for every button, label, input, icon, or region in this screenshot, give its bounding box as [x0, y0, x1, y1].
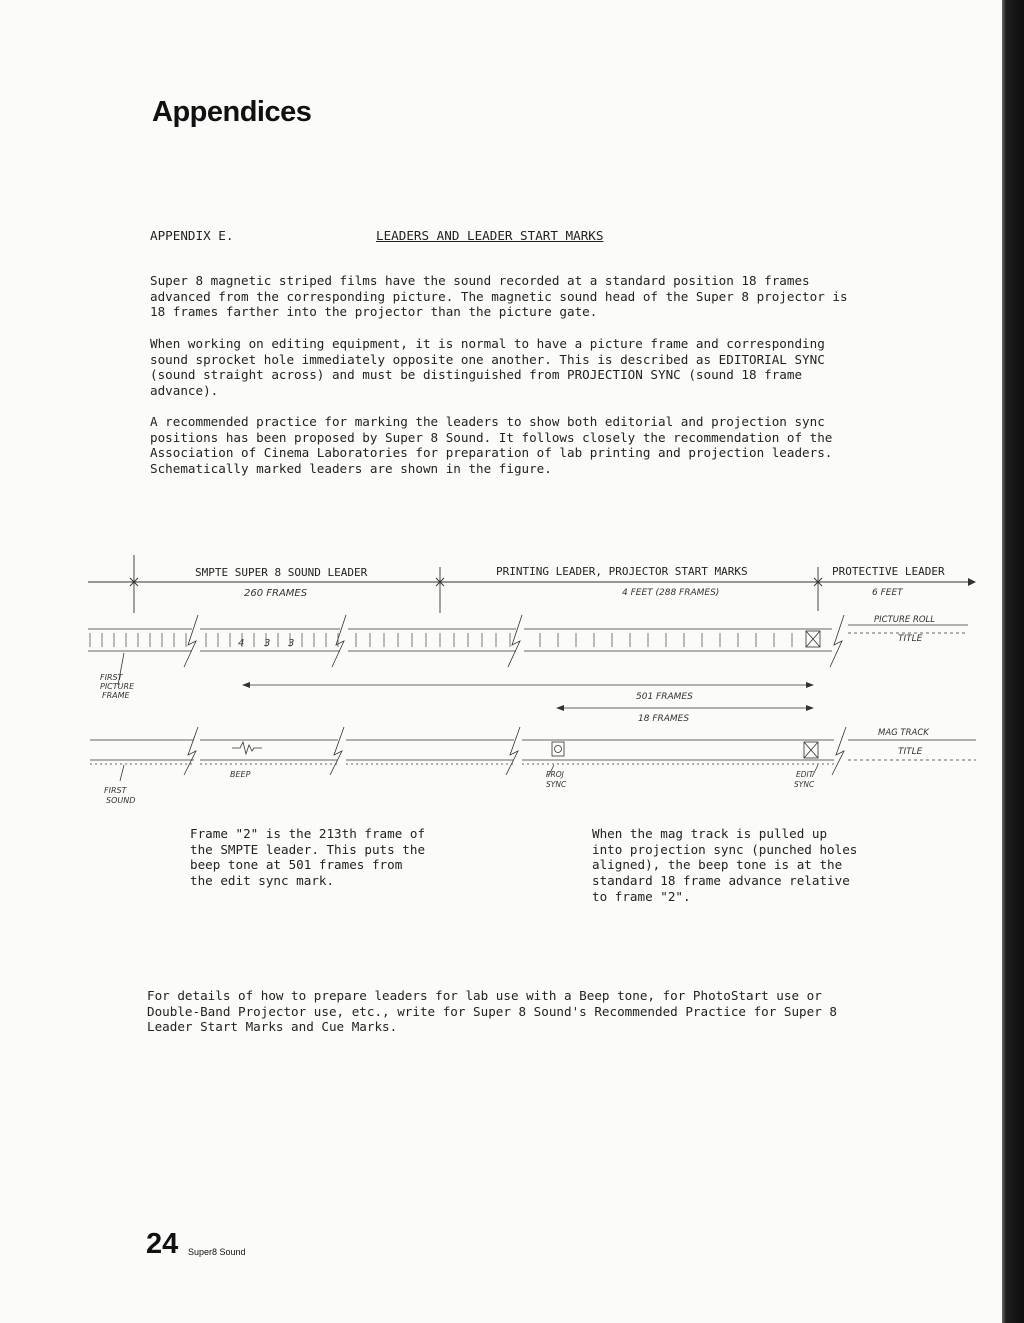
- paragraph-3: A recommended practice for marking the leaders to show both editorial and projection sync positions has been proposed by Super 8 Sound. It follows closely the recommendation of the Association of Cinema Laboratories for preparation of lab printing and projection leaders. Schematically marked leaders are shown in the figure.: [150, 414, 833, 477]
- page-number: 24: [146, 1228, 179, 1260]
- note-right: When the mag track is pulled up into projection sync (punched holes aligned), the beep tone is at the standard 18 frame advance relative to frame "2".: [592, 826, 858, 904]
- first-picture-frame-label-3: FRAME: [102, 691, 130, 700]
- first-sound-label-2: SOUND: [106, 796, 136, 805]
- page-edge-shadow: [1002, 0, 1024, 1323]
- length-260-frames: 260 FRAMES: [244, 588, 308, 599]
- paragraph-2: When working on editing equipment, it is normal to have a picture frame and corresponding sound sprocket hole immediately opposite one another. This is described as EDITORIAL SYNC (sound straight across) and must be distinguished from PROJECTION SYNC (sound 18 frame advance).: [150, 336, 825, 399]
- edit-sync-label-2: SYNC: [794, 780, 815, 789]
- picture-film-strip: [88, 615, 968, 685]
- smpte-leader-label: SMPTE SUPER 8 SOUND LEADER: [195, 566, 368, 579]
- mag-track-label: MAG TRACK: [878, 728, 929, 738]
- mag-title-label: TITLE: [898, 747, 923, 757]
- first-picture-frame-label-2: PICTURE: [100, 682, 135, 691]
- proj-sync-label-1: PROJ: [546, 770, 564, 779]
- printing-leader-label: PRINTING LEADER, PROJECTOR START MARKS: [496, 565, 748, 578]
- page-heading: Appendices: [152, 96, 312, 128]
- countdown-frame-3a: 3: [264, 638, 271, 649]
- picture-roll-label: PICTURE ROLL: [874, 615, 936, 625]
- span-501-frames: 501 FRAMES: [636, 692, 693, 702]
- length-6-feet: 6 FEET: [872, 588, 903, 598]
- mag-track-strip: [90, 727, 976, 781]
- picture-title-label: TITLE: [898, 634, 923, 644]
- paragraph-1: Super 8 magnetic striped films have the sound recorded at a standard position 18 frames advanced from the corresponding picture. The magnetic sound head of the Super 8 projector is 18 frames farther into the projector than the picture gate.: [150, 273, 848, 320]
- appendix-label: APPENDIX E.: [150, 228, 234, 243]
- length-4-feet: 4 FEET (288 FRAMES): [622, 588, 720, 598]
- span-18-frames: 18 FRAMES: [638, 714, 690, 724]
- first-picture-frame-label-1: FIRST: [100, 673, 123, 682]
- footer-brand: Super8 Sound: [188, 1247, 246, 1257]
- edit-sync-label-1: EDIT: [796, 770, 814, 779]
- countdown-frame-4: 4: [238, 638, 245, 649]
- proj-sync-label-2: SYNC: [546, 780, 567, 789]
- protective-leader-label: PROTECTIVE LEADER: [832, 565, 945, 578]
- countdown-frame-3b: 3: [288, 638, 295, 649]
- appendix-title: LEADERS AND LEADER START MARKS: [376, 228, 604, 243]
- note-left: Frame "2" is the 213th frame of the SMPTE leader. This puts the beep tone at 501 frames from the edit sync mark.: [190, 826, 426, 889]
- leader-diagram: [88, 555, 988, 810]
- beep-label: BEEP: [230, 770, 251, 779]
- first-sound-label-1: FIRST: [104, 786, 127, 795]
- closing-paragraph: For details of how to prepare leaders for lab use with a Beep tone, for PhotoStart use or Double-Band Projector use, etc., write for Super 8 Sound's Recommended Practice for Super 8 Leader Start Marks and Cue Marks.: [147, 988, 837, 1035]
